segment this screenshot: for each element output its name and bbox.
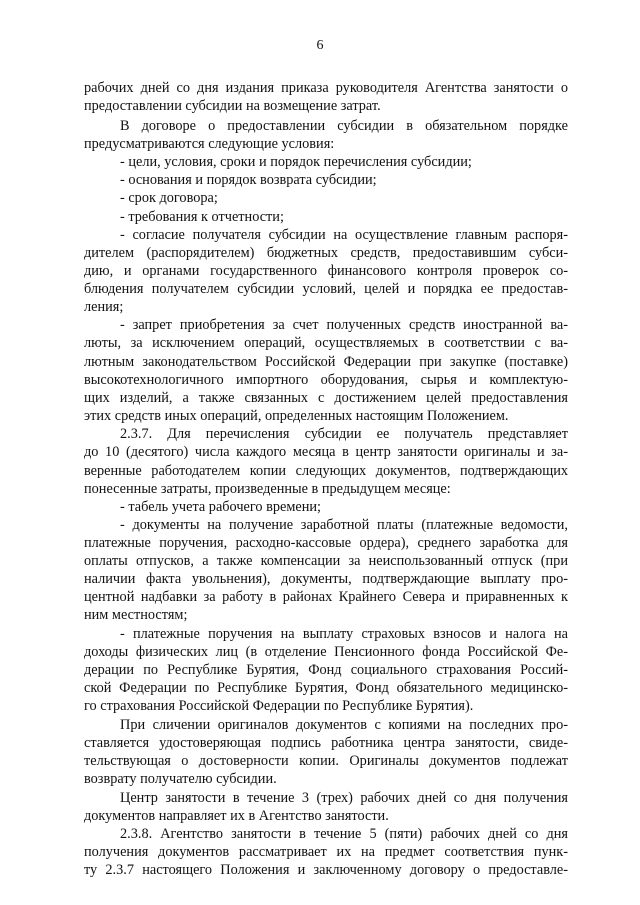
text-line: ставляется удостоверяющая подпись работника центра занятости, свиде- bbox=[84, 735, 568, 751]
text-line: предоставлении субсидии на возмещение затрат. bbox=[84, 98, 381, 114]
text-line: - согласие получателя субсидии на осуществление главным распоря- bbox=[120, 227, 568, 243]
text-line: 2.3.8. Агентство занятости в течение 5 (пяти) рабочих дней со дня bbox=[120, 826, 568, 842]
text-line: - цели, условия, сроки и порядок перечисления субсидии; bbox=[120, 154, 472, 170]
text-line: - срок договора; bbox=[120, 190, 218, 206]
text-line: го страхования Российской Федерации по Республике Бурятия). bbox=[84, 698, 474, 714]
text-line: высокотехнологичного импортного оборудования, сырья и комплектую- bbox=[84, 372, 568, 388]
text-line: ту 2.3.7 настоящего Положения и заключенному договору о предоставле- bbox=[84, 862, 568, 878]
text-line: возврату получателю субсидии. bbox=[84, 771, 277, 787]
text-line: понесенные затраты, произведенные в предыдущем месяце: bbox=[84, 481, 451, 497]
text-line: оплаты отпусков, а также компенсации за неиспользованный отпуск (при bbox=[84, 553, 568, 569]
text-line: до 10 (десятого) числа каждого месяца в центр занятости оригиналы и за- bbox=[84, 444, 568, 460]
text-line: документов направляет их в Агентство занятости. bbox=[84, 808, 389, 824]
text-line: веренные работодателем копии следующих документов, подтверждающих bbox=[84, 463, 568, 479]
text-line: предусматриваются следующие условия: bbox=[84, 136, 335, 152]
text-line: тельствующая о достоверности копии. Оригиналы документов подлежат bbox=[84, 753, 568, 769]
text-line: доходы физических лиц (в отделение Пенсионного фонда Российской Фе- bbox=[84, 644, 568, 660]
text-line: центной надбавки за работу в районах Крайнего Севера и приравненных к bbox=[84, 589, 568, 605]
page-number: 6 bbox=[316, 38, 324, 53]
text-line: ним местностям; bbox=[84, 607, 188, 623]
text-line: При сличении оригиналов документов с копиями на последних про- bbox=[120, 717, 568, 733]
text-line: рабочих дней со дня издания приказа руководителя Агентства занятости о bbox=[84, 80, 568, 96]
text-line: щих изделий, а также связанных с достижением целей предоставления bbox=[84, 390, 568, 406]
text-line: этих средств иных операций, определенных настоящим Положением. bbox=[84, 408, 509, 424]
text-line: дителем (распорядителем) бюджетных средств, предоставившим субси- bbox=[84, 245, 568, 261]
text-line: 2.3.7. Для перечисления субсидии ее получатель представляет bbox=[120, 426, 568, 442]
text-line: Центр занятости в течение 3 (трех) рабочих дней со дня получения bbox=[120, 790, 568, 806]
text-line: ления; bbox=[84, 299, 124, 315]
text-line: - документы на получение заработной платы (платежные ведомости, bbox=[120, 517, 568, 533]
text-line: дию, и органами государственного финансового контроля проверок со- bbox=[84, 263, 568, 279]
text-line: лютным законодательством Российской Федерации при закупке (поставке) bbox=[84, 354, 568, 370]
text-line: ской Федерации по Республике Бурятия, Фонд обязательного медицинско- bbox=[84, 680, 568, 696]
text-line: наличии факта увольнения), документы, подтверждающие выплату про- bbox=[84, 571, 568, 587]
text-line: - требования к отчетности; bbox=[120, 209, 284, 225]
text-line: - основания и порядок возврата субсидии; bbox=[120, 172, 377, 188]
text-line: дерации по Республике Бурятия, Фонд социального страхования Россий- bbox=[84, 662, 568, 678]
text-line: получения документов рассматривает их на предмет соответствия пунк- bbox=[84, 844, 568, 860]
text-line: - платежные поручения на выплату страховых взносов и налога на bbox=[120, 626, 568, 642]
text-line: - табель учета рабочего времени; bbox=[120, 499, 322, 515]
text-line: люты, за исключением операций, осуществляемых в соответствии с ва- bbox=[84, 335, 568, 351]
text-line: В договоре о предоставлении субсидии в обязательном порядке bbox=[120, 118, 568, 134]
text-line: платежные поручения, расходно-кассовые ордера), среднего заработка для bbox=[84, 535, 568, 551]
text-line: блюдения получателем субсидии условий, целей и порядка ее предостав- bbox=[84, 281, 568, 297]
text-line: - запрет приобретения за счет полученных средств иностранной ва- bbox=[120, 317, 568, 333]
